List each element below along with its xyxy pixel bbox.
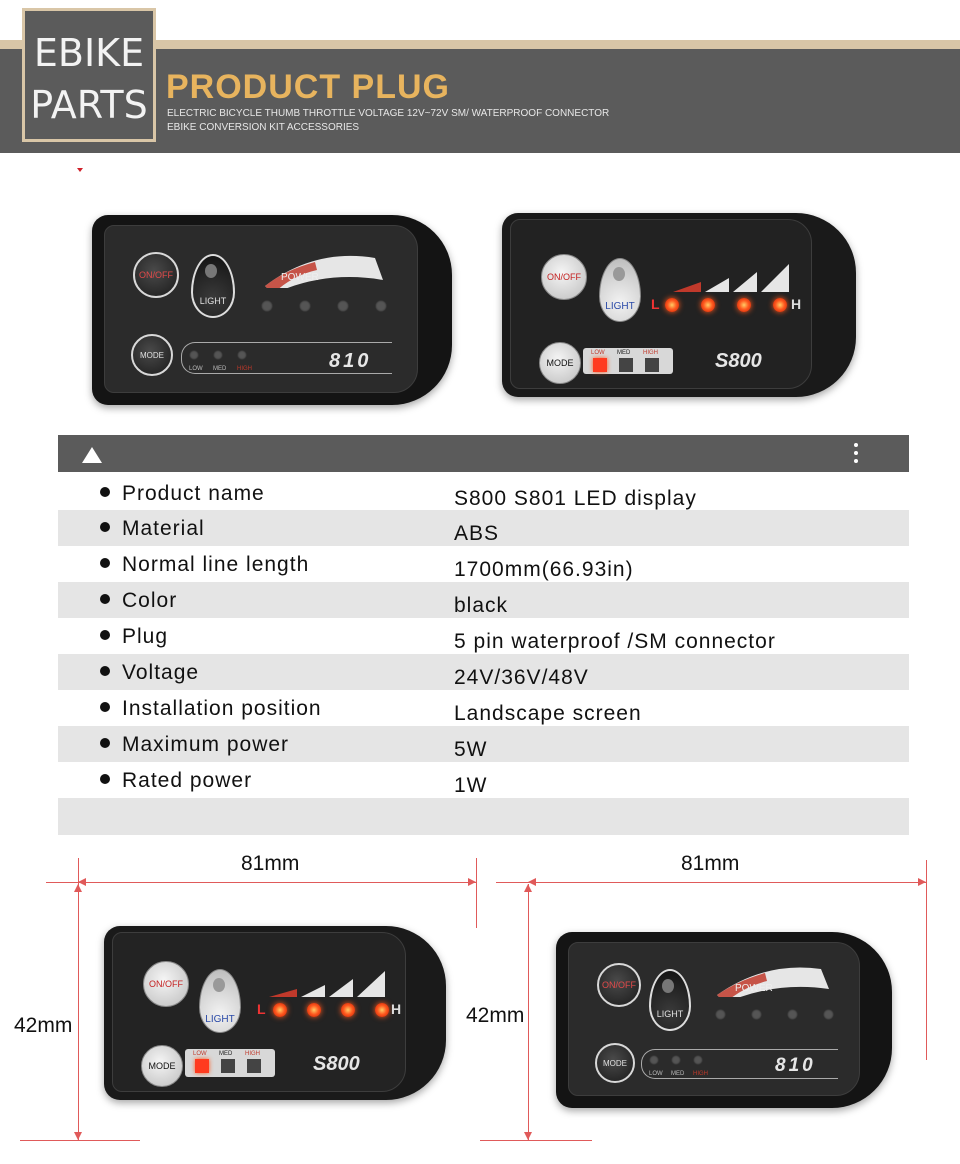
- power-led-3: [787, 1009, 798, 1020]
- height-dimension-line-right: [528, 884, 529, 1140]
- spec-label: Plug: [122, 625, 169, 648]
- light-label: LIGHT: [656, 1009, 684, 1019]
- high-letter: H: [391, 1001, 402, 1017]
- extension-line: [926, 860, 927, 1060]
- spec-label: Normal line length: [122, 553, 310, 576]
- mode-led-med: [213, 350, 223, 360]
- page-subtitle-1: ELECTRIC BICYCLE THUMB THROTTLE VOLTAGE 12V~72V SM/ WATERPROOF CONNECTOR: [167, 108, 610, 119]
- height-label-right: 42mm: [466, 1004, 525, 1027]
- mode-high-label: HIGH: [643, 350, 658, 356]
- spec-value: Landscape screen: [454, 702, 642, 725]
- mode-led-high: [693, 1055, 703, 1065]
- mode-low-label: LOW: [193, 1051, 207, 1057]
- height-dimension-line-left: [78, 884, 79, 1140]
- spec-label: Color: [122, 589, 178, 612]
- extension-line: [496, 882, 528, 883]
- extension-line: [20, 1140, 140, 1141]
- width-label-right: 81mm: [681, 852, 740, 875]
- light-button-image: [649, 969, 691, 1031]
- on-off-button-image: ON/OFF: [143, 961, 189, 1007]
- light-label: LIGHT: [605, 301, 635, 312]
- logo-line-2: PARTS: [30, 83, 148, 127]
- mode-led-low: [649, 1055, 659, 1065]
- power-gauge-icon: [255, 248, 385, 288]
- bullet-icon: [100, 522, 110, 532]
- spec-label: Product name: [122, 482, 265, 505]
- spec-value: 5 pin waterproof /SM connector: [454, 630, 776, 653]
- page-title: PRODUCT PLUG: [166, 68, 450, 106]
- power-led-1: [261, 300, 273, 312]
- mode-med-label: MED: [219, 1051, 233, 1057]
- table-footer-row: [58, 798, 909, 835]
- on-off-button-image: ON/OFF: [597, 963, 641, 1007]
- light-label: LIGHT: [205, 1014, 235, 1025]
- power-label: POWER: [735, 983, 773, 994]
- spec-value: 5W: [454, 738, 488, 761]
- bullet-icon: [100, 558, 110, 568]
- page-subtitle-2: EBIKE CONVERSION KIT ACCESSORIES: [167, 122, 360, 133]
- mode-button-image: MODE: [539, 342, 581, 384]
- table-row: [58, 726, 909, 762]
- mode-led-high: [247, 1059, 261, 1073]
- bullet-icon: [100, 666, 110, 676]
- display-s800-dimension-image: [104, 926, 446, 1100]
- width-dimension-line-left: [78, 882, 476, 883]
- extension-line: [476, 858, 477, 928]
- on-off-button-image: ON/OFF: [541, 254, 587, 300]
- scale-low: LOW: [649, 1071, 663, 1077]
- table-row: [58, 582, 909, 618]
- model-s800-label: S800: [313, 1053, 360, 1075]
- bullet-icon: [100, 702, 110, 712]
- arrow-down-icon: [524, 1132, 532, 1140]
- extension-line: [46, 882, 78, 883]
- power-label: POWER: [281, 272, 319, 283]
- spec-label: Maximum power: [122, 733, 290, 756]
- light-button-image: [191, 254, 235, 318]
- light-label: LIGHT: [199, 296, 227, 306]
- width-dimension-line-right: [528, 882, 926, 883]
- on-off-button-image: ON/OFF: [133, 252, 179, 298]
- table-row: [58, 475, 909, 511]
- scale-high: HIGH: [693, 1071, 708, 1077]
- display-s800-image: [502, 213, 856, 397]
- model-810-label: 810: [329, 350, 372, 372]
- low-letter: L: [651, 296, 660, 312]
- power-led-3: [341, 1003, 355, 1017]
- arrow-right-icon: [918, 878, 926, 886]
- mode-led-low: [593, 358, 607, 372]
- power-led-2: [701, 298, 715, 312]
- arrow-up-icon: [524, 884, 532, 892]
- extension-line: [480, 1140, 592, 1141]
- mode-led-high: [237, 350, 247, 360]
- table-row: [58, 546, 909, 582]
- table-row: [58, 618, 909, 654]
- scale-med: MED: [213, 366, 227, 372]
- mode-high-label: HIGH: [245, 1051, 260, 1057]
- power-led-2: [751, 1009, 762, 1020]
- power-led-3: [737, 298, 751, 312]
- power-led-4: [375, 300, 387, 312]
- model-810-label: 810: [775, 1055, 816, 1076]
- bullet-icon: [100, 774, 110, 784]
- mode-led-high: [645, 358, 659, 372]
- spec-label: Material: [122, 517, 205, 540]
- table-row: [58, 762, 909, 798]
- power-bars-icon: [267, 967, 387, 999]
- logo-line-1: EBIKE: [33, 31, 145, 75]
- mode-button-image: MODE: [595, 1043, 635, 1083]
- mode-led-low: [189, 350, 199, 360]
- spec-value: 1700mm(66.93in): [454, 558, 634, 581]
- spec-label: Voltage: [122, 661, 200, 684]
- bullet-icon: [100, 487, 110, 497]
- table-row: [58, 690, 909, 726]
- triangle-up-icon[interactable]: [82, 447, 102, 463]
- power-led-2: [307, 1003, 321, 1017]
- spec-value: S800 S801 LED display: [454, 487, 697, 510]
- power-led-4: [773, 298, 787, 312]
- bullet-icon: [100, 594, 110, 604]
- spec-table-header: [58, 435, 909, 472]
- spec-label: Installation position: [122, 697, 322, 720]
- mode-low-label: LOW: [591, 350, 605, 356]
- mode-led-med: [221, 1059, 235, 1073]
- power-led-3: [337, 300, 349, 312]
- spec-value: 1W: [454, 774, 488, 797]
- spec-label: Rated power: [122, 769, 253, 792]
- model-s800-label: S800: [715, 350, 762, 372]
- power-led-1: [665, 298, 679, 312]
- bullet-icon: [100, 738, 110, 748]
- width-label-left: 81mm: [241, 852, 300, 875]
- table-row: [58, 654, 909, 690]
- mode-led-med: [671, 1055, 681, 1065]
- scale-high: HIGH: [237, 366, 252, 372]
- power-bars-icon: [671, 258, 791, 294]
- height-label-left: 42mm: [14, 1014, 73, 1037]
- arrow-up-icon: [74, 884, 82, 892]
- marker-icon: [77, 168, 83, 172]
- light-button-image: [599, 258, 641, 322]
- high-letter: H: [791, 296, 802, 312]
- low-letter: L: [257, 1001, 266, 1017]
- scale-med: MED: [671, 1071, 685, 1077]
- power-led-1: [273, 1003, 287, 1017]
- spec-value: ABS: [454, 522, 500, 545]
- power-led-4: [823, 1009, 834, 1020]
- spec-value: 24V/36V/48V: [454, 666, 589, 689]
- power-led-2: [299, 300, 311, 312]
- brand-logo: [22, 8, 156, 142]
- mode-led-med: [619, 358, 633, 372]
- arrow-right-icon: [468, 878, 476, 886]
- display-810-image: [92, 215, 452, 405]
- spec-value: black: [454, 594, 509, 617]
- mode-button-image: MODE: [141, 1045, 183, 1087]
- arrow-down-icon: [74, 1132, 82, 1140]
- display-810-dimension-image: [556, 932, 892, 1108]
- table-row: [58, 510, 909, 546]
- light-button-image: [199, 969, 241, 1033]
- power-led-4: [375, 1003, 389, 1017]
- scale-low: LOW: [189, 366, 203, 372]
- mode-med-label: MED: [617, 350, 631, 356]
- power-led-1: [715, 1009, 726, 1020]
- kebab-menu-icon[interactable]: [854, 443, 860, 467]
- bullet-icon: [100, 630, 110, 640]
- mode-led-low: [195, 1059, 209, 1073]
- mode-button-image: MODE: [131, 334, 173, 376]
